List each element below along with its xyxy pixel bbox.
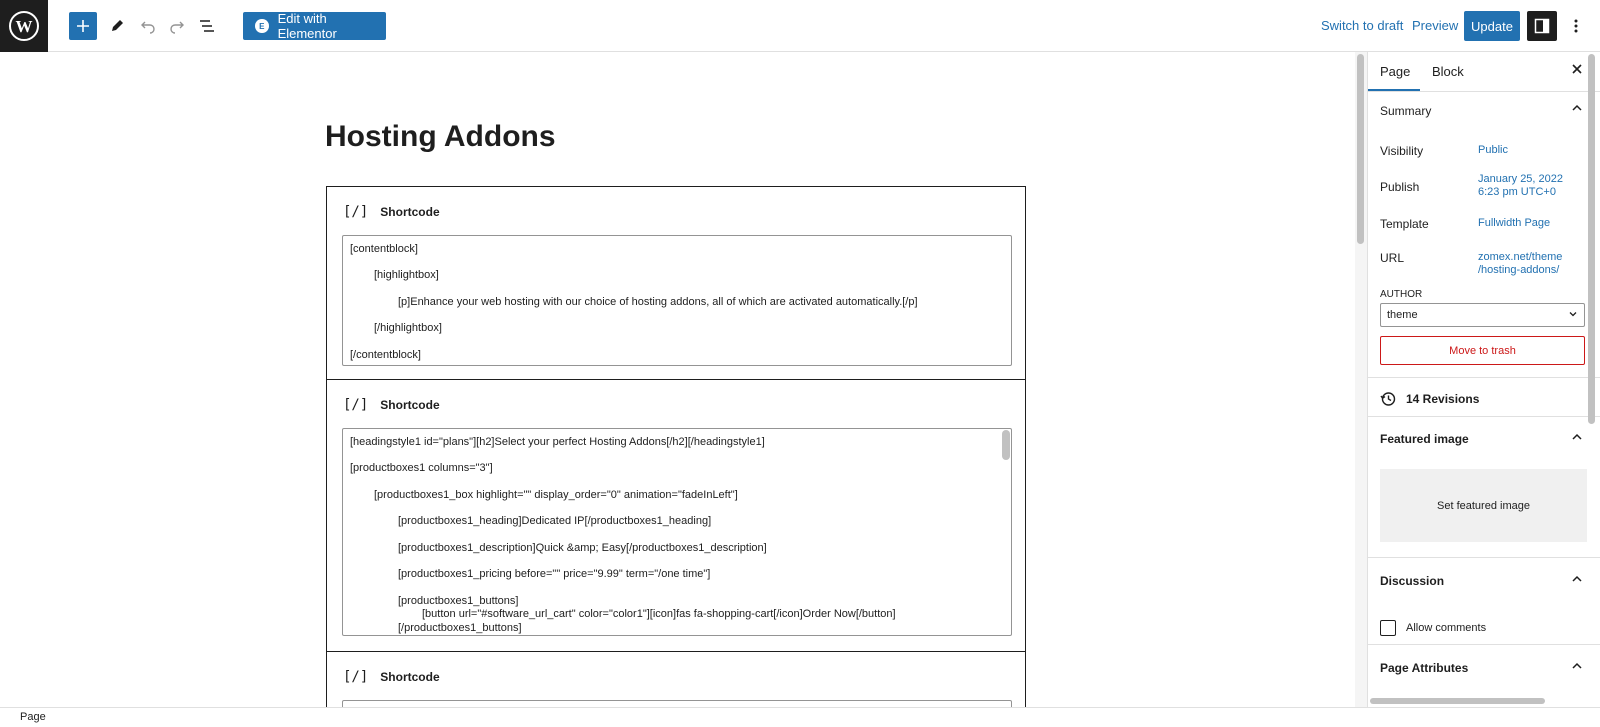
redo-icon [169, 18, 185, 34]
featured-image-panel-title[interactable]: Featured image [1380, 432, 1469, 446]
divider [1368, 91, 1600, 92]
shortcode-textarea[interactable] [342, 428, 1012, 636]
settings-toggle-button[interactable] [1527, 11, 1557, 41]
shortcode-block-label: Shortcode [380, 670, 440, 684]
vertical-ellipsis-icon [1574, 18, 1578, 34]
divider [1368, 416, 1600, 417]
shortcode-block-label: Shortcode [380, 205, 440, 219]
page-title[interactable]: Hosting Addons [325, 120, 556, 153]
publish-date: January 25, 2022 [1478, 173, 1564, 185]
shortcode-line: [productboxes1_buttons] [398, 595, 519, 607]
shortcode-line: [highlightbox] [374, 269, 439, 281]
discussion-panel-title[interactable]: Discussion [1380, 574, 1445, 588]
url-line: /hosting-addons/ [1478, 264, 1560, 276]
chevron-down-icon [1568, 309, 1578, 322]
shortcode-line: [/productboxes1_buttons] [398, 622, 522, 634]
author-select[interactable] [1380, 303, 1585, 327]
page-attributes-panel-title[interactable]: Page Attributes [1380, 661, 1469, 675]
chevron-up-icon[interactable] [1571, 573, 1583, 588]
pencil-icon [109, 18, 125, 34]
revisions-button[interactable] [1380, 391, 1479, 407]
shortcode-textarea[interactable] [342, 235, 1012, 366]
chevron-up-icon[interactable] [1571, 431, 1583, 446]
shortcode-block-label: Shortcode [380, 398, 440, 412]
shortcode-line: [productboxes1 columns="3"] [350, 462, 493, 474]
move-to-trash-button[interactable]: Move to trash [1380, 336, 1585, 365]
list-view-icon [198, 18, 216, 34]
breadcrumb[interactable]: Page [20, 711, 46, 723]
plus-icon [76, 19, 90, 33]
allow-comments-checkbox[interactable] [1380, 620, 1486, 636]
divider [1368, 377, 1600, 378]
switch-to-draft-button[interactable]: Switch to draft [1321, 18, 1404, 33]
editor-canvas [0, 52, 1355, 707]
shortcode-textarea[interactable] [342, 700, 1012, 707]
shortcode-block-header [343, 397, 440, 413]
svg-text:W: W [15, 17, 33, 36]
sidebar-icon [1534, 18, 1550, 34]
shortcode-block-header [343, 669, 440, 685]
author-select-value: theme [1387, 309, 1418, 321]
visibility-value[interactable]: Public [1478, 144, 1508, 156]
edit-with-elementor-button[interactable] [243, 12, 386, 40]
shortcode-line: [productboxes1_heading]Dedicated IP[/productboxes1_heading] [398, 515, 712, 527]
tab-page[interactable]: Page [1380, 64, 1411, 79]
close-icon [1571, 63, 1583, 75]
update-button[interactable]: Update [1464, 11, 1520, 41]
settings-sidebar [1367, 52, 1600, 707]
tab-block[interactable]: Block [1432, 64, 1464, 79]
revisions-label: 14 Revisions [1406, 392, 1480, 406]
shortcode-block[interactable] [326, 379, 1026, 652]
undo-button[interactable] [134, 12, 162, 40]
document-overview-button[interactable] [193, 12, 221, 40]
divider [1368, 644, 1600, 645]
publish-label: Publish [1380, 180, 1420, 194]
elementor-button-label: Edit with Elementor [277, 11, 337, 41]
edit-tools-button[interactable] [103, 12, 131, 40]
shortcode-block[interactable] [326, 651, 1026, 707]
url-value[interactable] [1478, 251, 1562, 277]
wordpress-logo-icon[interactable] [0, 0, 48, 52]
textarea-scrollbar[interactable] [1002, 430, 1010, 460]
author-label: AUTHOR [1380, 289, 1423, 300]
undo-icon [140, 18, 156, 34]
status-bar [0, 707, 1600, 727]
divider [1368, 557, 1600, 558]
url-line: zomex.net/theme [1478, 251, 1563, 263]
sidebar-horizontal-scrollbar[interactable] [1370, 698, 1545, 704]
more-options-button[interactable] [1566, 14, 1586, 38]
checkbox-box[interactable] [1380, 620, 1396, 636]
summary-panel-title[interactable]: Summary [1380, 104, 1432, 118]
shortcode-line: [p]Enhance your web hosting with our choice of hosting addons, all of which are activated automatically.[/p] [398, 296, 918, 308]
shortcode-block[interactable] [326, 186, 1026, 380]
shortcode-line: [headingstyle1 id="plans"][h2]Select your perfect Hosting Addons[/h2][/headingstyle1] [350, 436, 765, 448]
shortcode-line: [contentblock] [350, 243, 418, 255]
visibility-label: Visibility [1380, 144, 1424, 158]
template-label: Template [1380, 217, 1429, 231]
set-featured-image-button[interactable]: Set featured image [1380, 469, 1587, 542]
canvas-scrollbar-thumb[interactable] [1357, 54, 1364, 244]
close-sidebar-button[interactable] [1571, 62, 1583, 78]
redo-button[interactable] [163, 12, 191, 40]
shortcode-line: [productboxes1_pricing before="" price="9.99" term="/one time"] [398, 568, 711, 580]
publish-value[interactable] [1478, 173, 1563, 199]
allow-comments-label: Allow comments [1406, 622, 1487, 634]
shortcode-line: [/highlightbox] [374, 322, 442, 334]
shortcode-icon: [/] [343, 669, 369, 685]
shortcode-line: [/contentblock] [350, 349, 421, 361]
template-value[interactable]: Fullwidth Page [1478, 217, 1551, 229]
shortcode-block-header [343, 204, 440, 220]
history-icon [1380, 391, 1396, 407]
publish-time: 6:23 pm UTC+0 [1478, 186, 1556, 198]
chevron-up-icon[interactable] [1571, 102, 1583, 117]
preview-button[interactable]: Preview [1412, 18, 1459, 33]
shortcode-icon: [/] [343, 397, 369, 413]
chevron-up-icon[interactable] [1571, 660, 1583, 675]
add-block-button[interactable] [69, 12, 97, 40]
editor-header [0, 0, 1600, 52]
url-label: URL [1380, 251, 1405, 265]
shortcode-line: [button url="#software_url_cart" color="color1"][icon]fas fa-shopping-cart[/icon]Order Now[/button] [422, 608, 896, 620]
shortcode-icon: [/] [343, 204, 369, 220]
sidebar-scrollbar[interactable] [1588, 54, 1595, 424]
canvas-scrollbar[interactable] [1355, 52, 1367, 707]
elementor-icon: E [255, 19, 269, 33]
shortcode-line: [productboxes1_description]Quick &amp; Easy[/productboxes1_description] [398, 542, 767, 554]
shortcode-line: [productboxes1_box highlight="" display_order="0" animation="fadeInLeft"] [374, 489, 738, 501]
